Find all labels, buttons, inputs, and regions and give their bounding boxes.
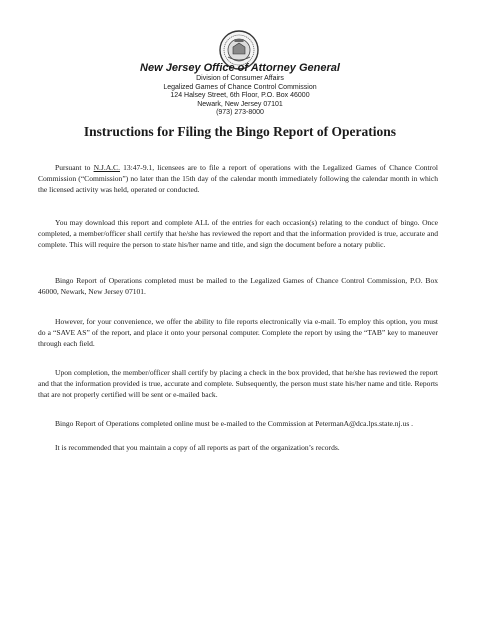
division-name: Division of Consumer Affairs: [196, 75, 284, 82]
letterhead: [0, 62, 480, 118]
paragraph-text: Pursuant to: [55, 163, 94, 172]
city-address: Newark, New Jersey 07101: [197, 100, 283, 108]
paragraph-records: It is recommended that you maintain a copy of all reports as part of the organization’s records.: [55, 443, 340, 452]
commission-name: Legalized Games of Chance Control Commission: [163, 83, 317, 91]
organization-name: New Jersey Office of Attorney General: [140, 62, 340, 74]
paragraph-text: 13:47-9.1, licensees are to file a report of operations with the Legalized Games of Chance Control Commission (“Commission”) no later than the 15th day of the calendar month immediately following the calendar month in which the licensed activity was held, operated or conducted.: [38, 163, 438, 194]
regulation-link[interactable]: N.J.A.C.: [93, 163, 120, 172]
paragraph-mailing: Bingo Report of Operations completed must be mailed to the Legalized Games of Chance Control Commission, P.O. Box 46000, Newark, New Jersey 07101.: [38, 276, 438, 296]
phone-number: (973) 273-8000: [216, 109, 264, 116]
street-address: 124 Halsey Street, 6th Floor, P.O. Box 46000: [170, 92, 310, 99]
paragraph-electronic: However, for your convenience, we offer the ability to file reports electronically via e-mail. To employ this option, you must do a “SAVE AS” of the report, and place it onto your personal computer. Complete the report by using the “TAB” key to maneuver through each field.: [38, 317, 438, 348]
paragraph-download: You may download this report and complete ALL of the entries for each occasion(s) relating to the conduct of bingo. Once completed, a member/officer shall certify that he/she has reviewed the report and that the information provided is true, accurate and complete. This will require the person to state his/her name and title, and sign the document before a notary public.: [38, 218, 438, 249]
paragraph-email: Bingo Report of Operations completed online must be e-mailed to the Commission at PetermanA@dca.lps.state.nj.us .: [55, 419, 414, 428]
paragraph-filing-deadline: [38, 162, 438, 195]
paragraph-certification: Upon completion, the member/officer shall certify by placing a check in the box provided, that he/she has reviewed the report and that the information provided is true, accurate and complete. Subsequently, the person must state his/her name and title. Reports that are not properly certified will be sent or e-mailed back.: [38, 368, 438, 399]
document-title: Instructions for Filing the Bingo Report of Operations: [83, 124, 397, 139]
